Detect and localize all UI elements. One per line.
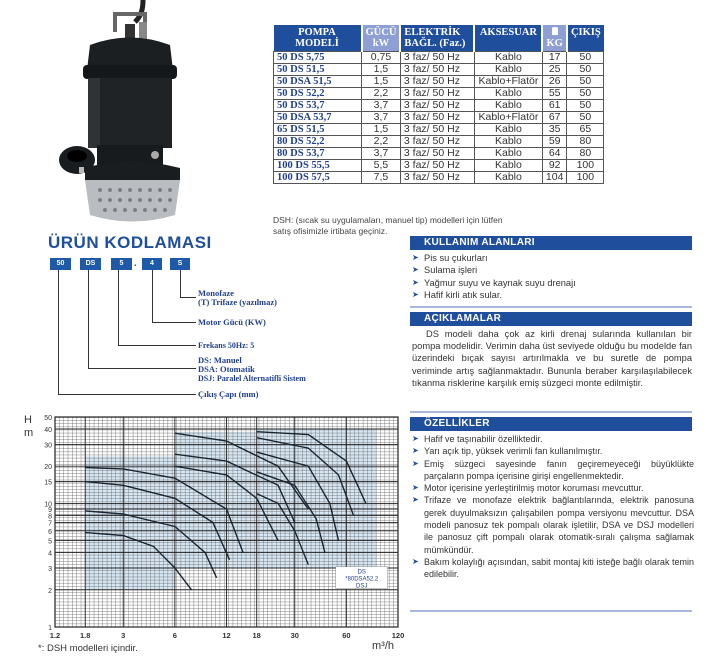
cell-weight: 55 [542, 88, 567, 100]
cell-power: 1,5 [362, 76, 401, 88]
svg-text:*80DSA52.2: *80DSA52.2 [345, 576, 379, 583]
usage-item: ➤ Yağmur suyu ve kaynak suyu drenajı [412, 277, 694, 289]
cell-power: 2,2 [362, 136, 401, 148]
cell-model: 80 DS 53,7 [274, 148, 362, 160]
description-header: AÇIKLAMALAR [410, 312, 692, 326]
usage-item: ➤ Hafif kirli atık sular. [412, 289, 694, 301]
feature-item: ➤ Emiş süzgeci sayesinde fanın geçiremeyeceği büyüklükte parçaların pompa içerisine girişi engellenmektedir. [412, 458, 694, 483]
cell-weight: 64 [542, 148, 567, 160]
cell-model: 100 DS 55,5 [274, 160, 362, 172]
cell-outlet: 65 [567, 124, 604, 136]
cell-power: 1,5 [362, 124, 401, 136]
cell-electric: 3 faz/ 50 Hz [400, 52, 474, 64]
weight-icon [552, 27, 558, 35]
table-row [274, 52, 604, 64]
table-row [274, 136, 604, 148]
cell-outlet: 80 [567, 148, 604, 160]
connector-line [118, 345, 196, 346]
cell-accessory: Kablo [474, 64, 542, 76]
cell-accessory: Kablo [474, 160, 542, 172]
description-text: DS modeli daha çok az kirli drenaj sularında kullanılan bir pompa modelidir. Verimin daha üst seviyede olduğu bu modelde fan üzerindeki bıçak sayısı artırılmakla ve bu suretle de pompa veriminde artış sağlanmaktadır. Bununla beraber karşılaşılabilecek tıkanma risklerine karşılık emiş süzgeci monte edilmiştir. [412, 329, 692, 388]
svg-text:10: 10 [44, 501, 52, 509]
code-box-type: DS [80, 258, 101, 270]
table-row [274, 100, 604, 112]
label-outlet: Çıkış Çapı (mm) [198, 389, 259, 399]
label-frequency: Frekans 50Hz: 5 [198, 341, 255, 350]
cell-outlet: 50 [567, 52, 604, 64]
cell-outlet: 100 [567, 160, 604, 172]
svg-text:2: 2 [48, 587, 52, 595]
cell-model: 50 DSA 53,7 [274, 112, 362, 124]
cell-electric: 3 faz/ 50 Hz [400, 76, 474, 88]
svg-text:9: 9 [48, 507, 52, 515]
svg-text:15: 15 [44, 479, 52, 487]
cell-model: 50 DS 52,2 [274, 88, 362, 100]
cell-accessory: Kablo+Flatör [474, 112, 542, 124]
cell-outlet: 100 [567, 172, 604, 184]
connector-line [180, 270, 181, 297]
svg-text:7: 7 [48, 520, 52, 528]
cell-weight: 92 [542, 160, 567, 172]
col-header-accessory: AKSESUAR [474, 25, 542, 52]
svg-text:6: 6 [48, 528, 52, 536]
code-box-phase: S [170, 258, 190, 270]
cell-model: 50 DSA 51,5 [274, 76, 362, 88]
table-row [274, 76, 604, 88]
svg-text:DS: DS [357, 569, 366, 576]
cell-accessory: Kablo [474, 136, 542, 148]
cell-accessory: Kablo [474, 100, 542, 112]
cell-power: 3,7 [362, 100, 401, 112]
feature-item: ➤ Bakım kolaylığı açısından, sabit montaj kiti isteğe bağlı olarak temin edilebilir. [412, 556, 694, 581]
cell-electric: 3 faz/ 50 Hz [400, 160, 474, 172]
cell-power: 1,5 [362, 64, 401, 76]
col-header-weight: KG [542, 25, 567, 52]
cell-power: 3,7 [362, 148, 401, 160]
table-row [274, 124, 604, 136]
coding-title: ÜRÜN KODLAMASI [48, 233, 212, 252]
code-dot: . [134, 258, 137, 269]
col-header-electric: ELEKTRİK BAĞL. (Faz.) [400, 25, 474, 52]
cell-outlet: 50 [567, 76, 604, 88]
table-row [274, 112, 604, 124]
label-motor: Motor Gücü (KW) [198, 317, 266, 327]
svg-text:60: 60 [342, 631, 351, 640]
svg-text:3: 3 [121, 631, 126, 640]
features-header: ÖZELLİKLER [410, 417, 692, 431]
svg-text:6: 6 [172, 631, 177, 640]
cell-power: 0,75 [362, 52, 401, 64]
divider [410, 306, 692, 308]
connector-line [58, 394, 196, 395]
svg-text:50: 50 [44, 415, 52, 422]
svg-text:3: 3 [48, 566, 52, 574]
connector-line [152, 270, 153, 322]
svg-text:8: 8 [48, 513, 52, 521]
label-phase: Monofaze (T) Trifaze (yazılmaz) [198, 288, 277, 307]
connector-line [88, 368, 196, 369]
table-row [274, 160, 604, 172]
cell-power: 2,2 [362, 88, 401, 100]
cell-electric: 3 faz/ 50 Hz [400, 124, 474, 136]
cell-accessory: Kablo+Flatör [474, 76, 542, 88]
table-row [274, 148, 604, 160]
cell-electric: 3 faz/ 50 Hz [400, 172, 474, 184]
cell-electric: 3 faz/ 50 Hz [400, 88, 474, 100]
cell-accessory: Kablo [474, 148, 542, 160]
table-row [274, 64, 604, 76]
chart-footnote: *: DSH modelleri içindir. [38, 643, 138, 654]
cell-accessory: Kablo [474, 172, 542, 184]
cell-weight: 104 [542, 172, 567, 184]
performance-chart [20, 405, 410, 665]
cell-weight: 25 [542, 64, 567, 76]
cell-accessory: Kablo [474, 124, 542, 136]
feature-item: ➤ Yarı açık tip, yüksek verimli fan kullanılmıştır. [412, 445, 694, 457]
cell-weight: 35 [542, 124, 567, 136]
cell-accessory: Kablo [474, 88, 542, 100]
svg-text:DSJ: DSJ [356, 583, 368, 590]
cell-electric: 3 faz/ 50 Hz [400, 64, 474, 76]
svg-text:40: 40 [44, 426, 52, 434]
cell-model: 80 DS 52,2 [274, 136, 362, 148]
code-box-frequency: 5 [111, 258, 132, 270]
feature-item: ➤ Hafif ve taşınabilir özelliktedir. [412, 433, 694, 445]
code-box-outlet: 50 [50, 258, 71, 270]
cell-outlet: 50 [567, 100, 604, 112]
features-list [412, 433, 694, 581]
table-row [274, 172, 604, 184]
pump-product-image [55, 0, 205, 230]
feature-item: ➤ Trifaze ve monofaze elektrik bağlantılarında, elektrik panosuna gerek duyulmaksızın çalışabilen pompa versiyonu mevcuttur. DSA modeli panosuz tek pompalı olarak işletilir, DSA ve DSJ modelleri ile panosuz çift pompalı olarak otomatik-sıralı çalışma sağlamak mümkündür. [412, 494, 694, 555]
cell-power: 5,5 [362, 160, 401, 172]
connector-line [152, 322, 196, 323]
usage-list [412, 252, 694, 301]
cell-outlet: 50 [567, 88, 604, 100]
cell-electric: 3 faz/ 50 Hz [400, 136, 474, 148]
usage-item: ➤ Sulama işleri [412, 264, 694, 276]
cell-outlet: 50 [567, 64, 604, 76]
svg-text:H: H [24, 414, 32, 426]
svg-text:1.8: 1.8 [79, 631, 91, 640]
svg-text:20: 20 [44, 464, 52, 472]
cell-outlet: 50 [567, 112, 604, 124]
cell-electric: 3 faz/ 50 Hz [400, 112, 474, 124]
connector-line [58, 270, 59, 394]
cell-weight: 26 [542, 76, 567, 88]
chart-canvas [20, 405, 410, 645]
cell-model: 65 DS 51,5 [274, 124, 362, 136]
cell-weight: 59 [542, 136, 567, 148]
label-type: DS: Manuel DSA: Otomatik DSJ: Paralel Alternatifli Sistem [198, 355, 306, 383]
divider [410, 411, 692, 413]
cell-weight: 67 [542, 112, 567, 124]
cell-model: 50 DS 53,7 [274, 100, 362, 112]
svg-text:30: 30 [290, 631, 299, 640]
svg-text:4: 4 [48, 550, 52, 558]
cell-power: 3,7 [362, 112, 401, 124]
cell-outlet: 80 [567, 136, 604, 148]
cell-model: 50 DS 51,5 [274, 64, 362, 76]
connector-line [88, 270, 89, 368]
svg-text:1: 1 [48, 625, 52, 632]
svg-text:1.2: 1.2 [49, 631, 61, 640]
spec-table [273, 25, 604, 184]
cell-weight: 61 [542, 100, 567, 112]
col-header-model: POMPA MODELİ [274, 25, 362, 52]
connector-line [118, 270, 119, 345]
usage-header: KULLANIM ALANLARI [410, 236, 692, 250]
svg-text:5: 5 [48, 538, 52, 546]
usage-item: ➤ Pis su çukurları [412, 252, 694, 264]
table-row [274, 88, 604, 100]
svg-text:120: 120 [391, 631, 405, 640]
svg-text:18: 18 [252, 631, 261, 640]
col-header-power: GÜCÜ kW [362, 25, 401, 52]
cell-power: 7,5 [362, 172, 401, 184]
dsh-note: DSH: (sıcak su uygulamaları, manuel tip) modelleri için lütfen satış ofisimizle irtibata geçiniz. [273, 215, 503, 236]
svg-text:30: 30 [44, 442, 52, 450]
connector-line [180, 297, 196, 298]
cell-electric: 3 faz/ 50 Hz [400, 148, 474, 160]
cell-weight: 17 [542, 52, 567, 64]
cell-model: 100 DS 57,5 [274, 172, 362, 184]
svg-text:m: m [24, 427, 34, 439]
cell-electric: 3 faz/ 50 Hz [400, 100, 474, 112]
cell-model: 50 DS 5,75 [274, 52, 362, 64]
code-box-motor: 4 [142, 258, 162, 270]
x-axis-unit: m³/h [372, 640, 394, 652]
feature-item: ➤ Motor içerisine yerleştirilmiş motor koruması mevcuttur. [412, 482, 694, 494]
cell-accessory: Kablo [474, 52, 542, 64]
svg-text:12: 12 [222, 631, 231, 640]
divider [410, 610, 692, 612]
col-header-outlet: ÇIKIŞ [567, 25, 604, 52]
table-header-row [274, 25, 604, 52]
